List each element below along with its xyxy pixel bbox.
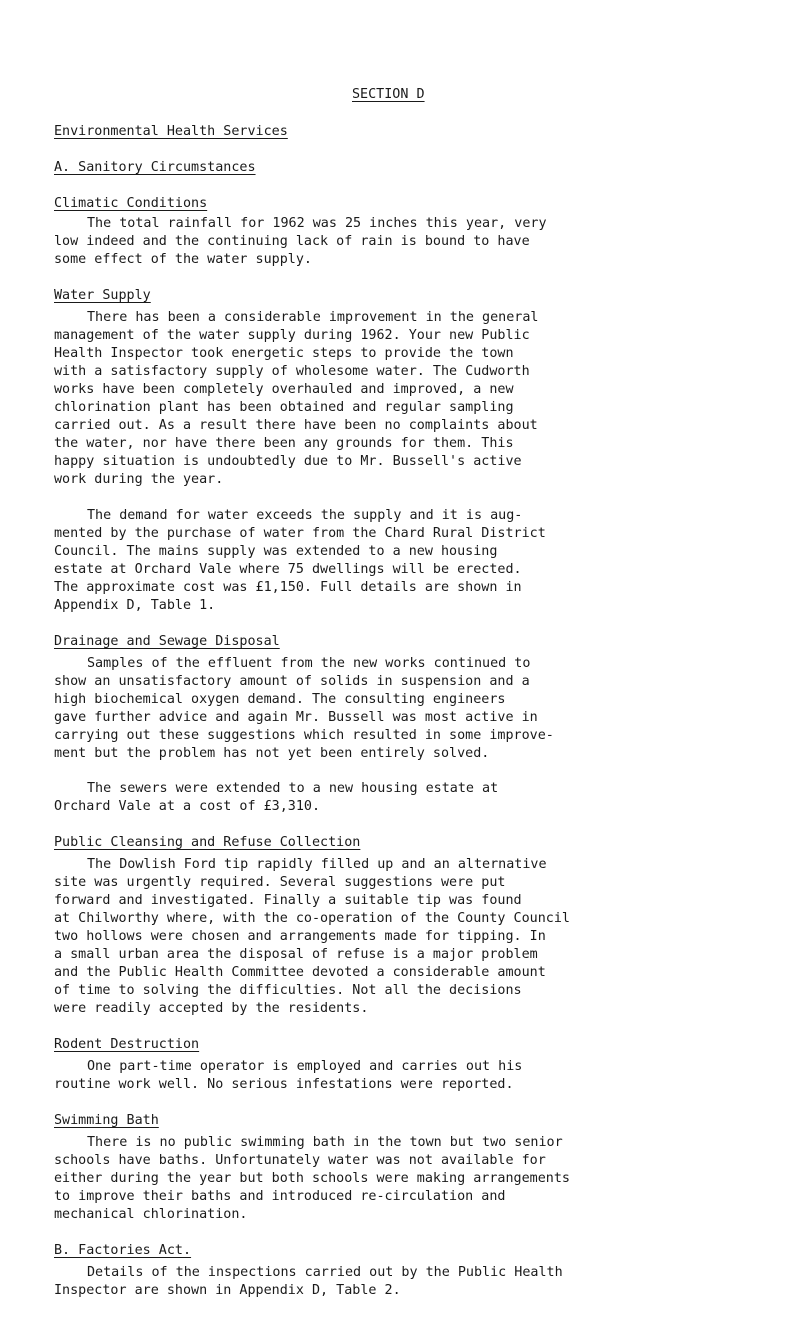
text-line: Details of the inspections carried out by the Public Health [87, 1265, 563, 1280]
text-line: The approximate cost was £1,150. Full details are shown in [54, 580, 522, 595]
heading-public-cleansing: Public Cleansing and Refuse Collection [54, 835, 361, 850]
heading-drainage-sewage: Drainage and Sewage Disposal [54, 634, 280, 649]
text-line: carried out. As a result there have been no complaints about [54, 418, 538, 433]
heading-swimming-bath: Swimming Bath [54, 1113, 159, 1128]
text-line: Appendix D, Table 1. [54, 598, 216, 613]
text-line: show an unsatisfactory amount of solids in suspension and a [54, 674, 530, 689]
text-line: There is no public swimming bath in the town but two senior [87, 1135, 563, 1150]
text-line: The sewers were extended to a new housing estate at [87, 781, 499, 796]
text-line: with a satisfactory supply of wholesome water. The Cudworth [54, 364, 530, 379]
text-line: ment but the problem has not yet been entirely solved. [54, 746, 490, 761]
section-title: SECTION D [352, 87, 425, 102]
text-line: were readily accepted by the residents. [54, 1001, 369, 1016]
text-line: One part-time operator is employed and carries out his [87, 1059, 523, 1074]
heading-sanitory-circumstances: A. Sanitory Circumstances [54, 160, 256, 175]
text-line: of time to solving the difficulties. Not all the decisions [54, 983, 522, 998]
text-line: the water, nor have there been any grounds for them. This [54, 436, 514, 451]
text-line: chlorination plant has been obtained and regular sampling [54, 400, 514, 415]
text-line: carrying out these suggestions which resulted in some improve- [54, 728, 554, 743]
text-line: at Chilworthy where, with the co-operation of the County Council [54, 911, 570, 926]
text-line: two hollows were chosen and arrangements made for tipping. In [54, 929, 546, 944]
text-line: Health Inspector took energetic steps to provide the town [54, 346, 514, 361]
text-line: routine work well. No serious infestations were reported. [54, 1077, 514, 1092]
text-line: to improve their baths and introduced re-circulation and [54, 1189, 506, 1204]
text-line: management of the water supply during 1962. Your new Public [54, 328, 530, 343]
text-line: Inspector are shown in Appendix D, Table 2. [54, 1283, 401, 1298]
text-line: estate at Orchard Vale where 75 dwellings will be erected. [54, 562, 522, 577]
heading-water-supply: Water Supply [54, 288, 151, 303]
heading-rodent-destruction: Rodent Destruction [54, 1037, 200, 1052]
heading-climatic-conditions: Climatic Conditions [54, 196, 208, 211]
text-line: and the Public Health Committee devoted a considerable amount [54, 965, 546, 980]
text-line: gave further advice and again Mr. Bussell was most active in [54, 710, 538, 725]
text-line: works have been completely overhauled and improved, a new [54, 382, 514, 397]
text-line: work during the year. [54, 472, 224, 487]
heading-environmental-health: Environmental Health Services [54, 124, 288, 139]
text-line: some effect of the water supply. [54, 252, 312, 267]
text-line: schools have baths. Unfortunately water was not available for [54, 1153, 546, 1168]
text-line: forward and investigated. Finally a suitable tip was found [54, 893, 522, 908]
text-line: Orchard Vale at a cost of £3,310. [54, 799, 321, 814]
text-line: either during the year but both schools were making arrangements [54, 1171, 570, 1186]
text-line: mechanical chlorination. [54, 1207, 248, 1222]
text-line: mented by the purchase of water from the Chard Rural District [54, 526, 546, 541]
text-line: site was urgently required. Several suggestions were put [54, 875, 506, 890]
text-line: The demand for water exceeds the supply and it is aug- [87, 508, 523, 523]
text-line: Council. The mains supply was extended to a new housing [54, 544, 498, 559]
text-line: low indeed and the continuing lack of rain is bound to have [54, 234, 530, 249]
text-line: There has been a considerable improvement in the general [87, 310, 539, 325]
heading-factories-act: B. Factories Act. [54, 1243, 192, 1258]
text-line: The total rainfall for 1962 was 25 inches this year, very [87, 216, 547, 231]
text-line: high biochemical oxygen demand. The consulting engineers [54, 692, 506, 707]
text-line: The Dowlish Ford tip rapidly filled up and an alternative [87, 857, 547, 872]
text-line: happy situation is undoubtedly due to Mr. Bussell's active [54, 454, 522, 469]
text-line: a small urban area the disposal of refuse is a major problem [54, 947, 538, 962]
text-line: Samples of the effluent from the new works continued to [87, 656, 531, 671]
